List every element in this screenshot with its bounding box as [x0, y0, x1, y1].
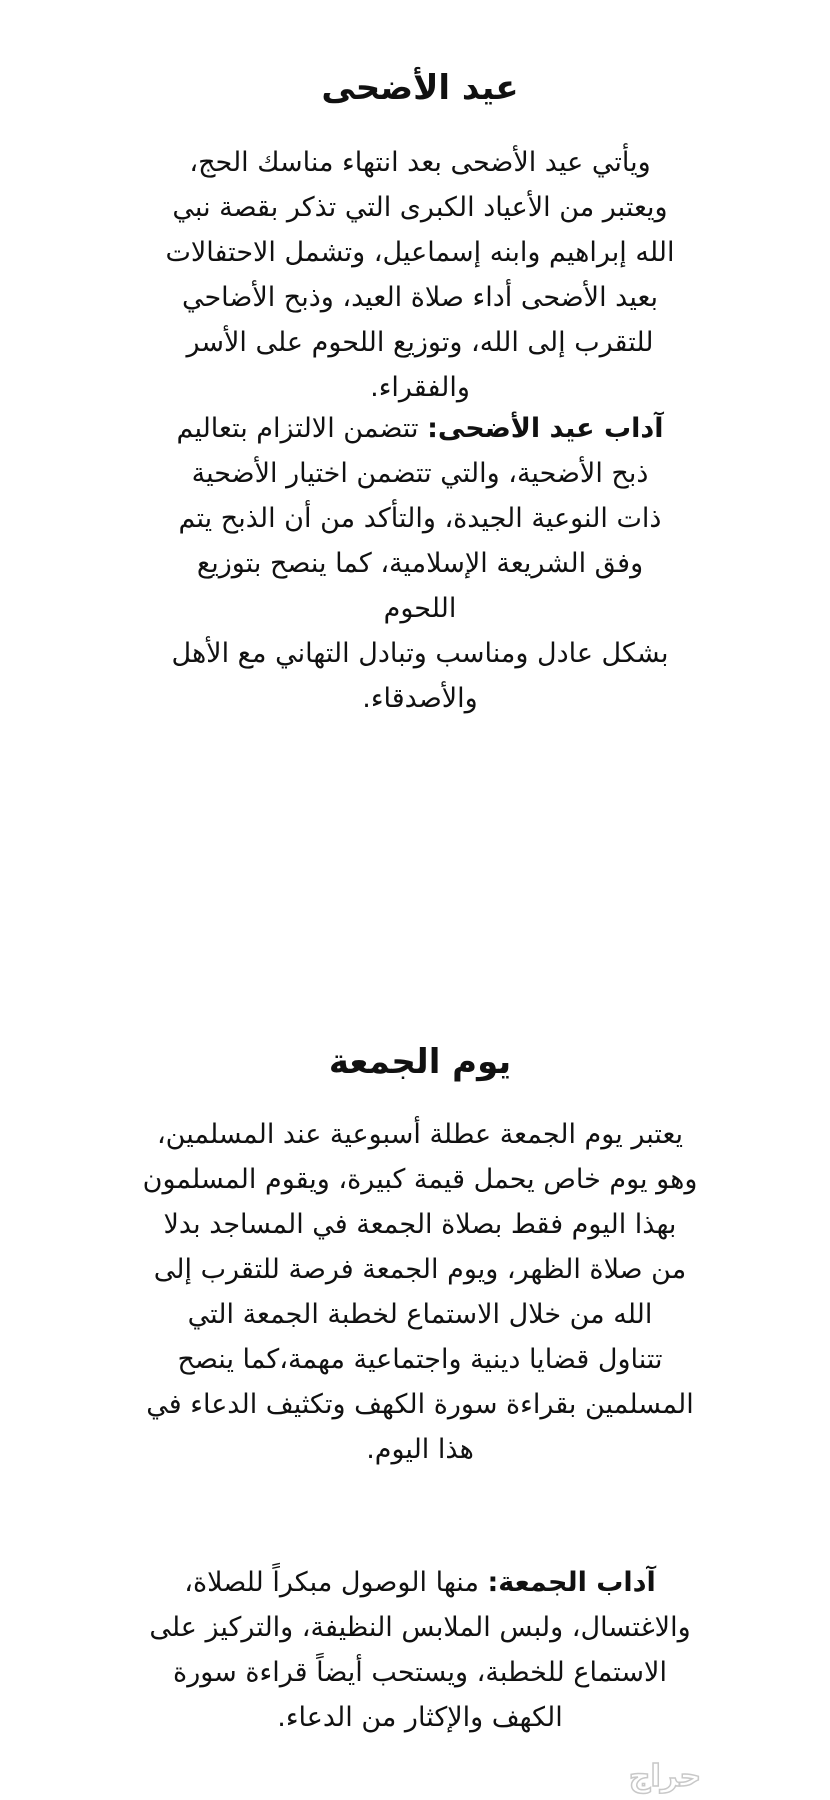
friday-etiquette-line: والاغتسال، ولبس الملابس النظيفة، والتركيز على	[149, 1612, 691, 1643]
friday-etiquette-line: الكهف والإكثار من الدعاء.	[277, 1702, 563, 1733]
eid-etiquette-line: اللحوم	[383, 593, 457, 624]
friday-etiquette-line: الاستماع للخطبة، ويستحب أيضاً قراءة سورة	[173, 1657, 667, 1688]
friday-etiquette-label: آداب الجمعة:	[487, 1567, 656, 1598]
eid-etiquette-line: ذبح الأضحية، والتي تتضمن اختيار الأضحية	[191, 458, 649, 489]
haraj-watermark-logo	[605, 1752, 725, 1798]
friday-intro-line: وهو يوم خاص يحمل قيمة كبيرة، ويقوم المسلمون	[142, 1164, 698, 1195]
eid-title: عيد الأضحى	[321, 68, 519, 108]
friday-intro-line: بهذا اليوم فقط بصلاة الجمعة في المساجد بدلا	[163, 1209, 677, 1240]
friday-title: يوم الجمعة	[328, 1042, 512, 1082]
friday-etiquette-paragraph	[110, 1560, 730, 1740]
haraj-watermark-text: حراج	[628, 1759, 702, 1794]
eid-intro-line: الله إبراهيم وابنه إسماعيل، وتشمل الاحتفالات	[165, 237, 675, 268]
friday-etiquette-text: منها الوصول مبكراً للصلاة،	[184, 1567, 479, 1598]
eid-etiquette-paragraph	[110, 406, 730, 721]
eid-etiquette-text: تتضمن الالتزام بتعاليم	[176, 413, 419, 444]
friday-intro-paragraph	[110, 1112, 730, 1472]
friday-intro-line: الله من خلال الاستماع لخطبة الجمعة التي	[187, 1299, 653, 1330]
friday-intro-line: هذا اليوم.	[366, 1434, 474, 1465]
friday-intro-line: تتناول قضايا دينية واجتماعية مهمة،كما ينصح	[177, 1344, 663, 1375]
eid-intro-line: ويأتي عيد الأضحى بعد انتهاء مناسك الحج،	[189, 147, 651, 178]
eid-intro-line: والفقراء.	[370, 372, 470, 403]
eid-etiquette-line: بشكل عادل ومناسب وتبادل التهاني مع الأهل	[171, 638, 669, 669]
eid-etiquette-line: والأصدقاء.	[362, 683, 478, 714]
friday-section	[110, 1038, 730, 1086]
eid-intro-paragraph	[110, 140, 730, 410]
friday-etiquette-line	[110, 1560, 730, 1605]
eid-section	[110, 64, 730, 112]
friday-intro-line: يعتبر يوم الجمعة عطلة أسبوعية عند المسلمين،	[156, 1119, 684, 1150]
eid-intro-line: للتقرب إلى الله، وتوزيع اللحوم على الأسر	[186, 327, 654, 358]
eid-intro-line: بعيد الأضحى أداء صلاة العيد، وذبح الأضاحي	[181, 282, 659, 313]
eid-etiquette-line: وفق الشريعة الإسلامية، كما ينصح بتوزيع	[196, 548, 644, 579]
eid-etiquette-label: آداب عيد الأضحى:	[427, 413, 664, 444]
eid-intro-line: ويعتبر من الأعياد الكبرى التي تذكر بقصة نبي	[172, 192, 668, 223]
eid-etiquette-line	[110, 406, 730, 451]
friday-intro-line: من صلاة الظهر، ويوم الجمعة فرصة للتقرب إلى	[153, 1254, 687, 1285]
eid-etiquette-line: ذات النوعية الجيدة، والتأكد من أن الذبح يتم	[178, 503, 662, 534]
friday-intro-line: المسلمين بقراءة سورة الكهف وتكثيف الدعاء في	[146, 1389, 694, 1420]
